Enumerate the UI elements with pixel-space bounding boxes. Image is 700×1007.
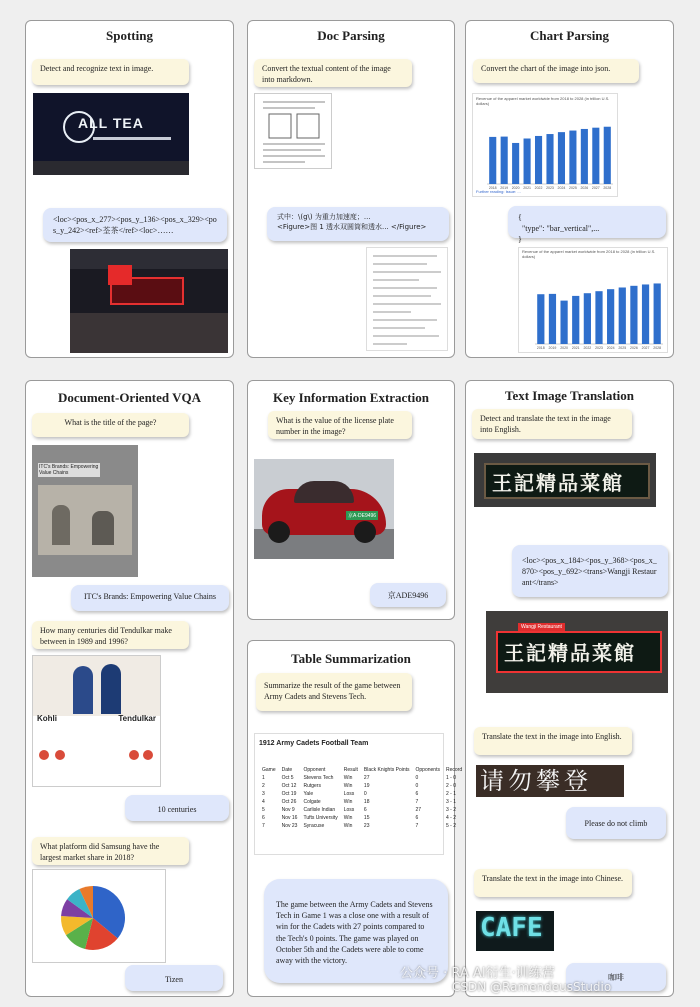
table-cell: 6: [415, 815, 419, 821]
document-lines-svg: [255, 94, 333, 170]
x-tick-label: 2027: [591, 186, 600, 190]
table-cell: Loss: [343, 791, 355, 797]
answer-bubble: 咖啡: [566, 963, 666, 991]
table-cell: Carlisle Indian: [303, 807, 336, 813]
table-cell: 5 - 2: [445, 823, 456, 829]
table-cell: 0: [415, 783, 419, 789]
bar-2027: [642, 284, 649, 344]
question-bubble: Convert the chart of the image into json.: [473, 59, 639, 83]
football-table: [259, 766, 465, 830]
license-plate: 京A·DE9496: [348, 513, 377, 519]
table-cell: Oct 19: [281, 791, 297, 797]
x-tick-label: 2028: [603, 186, 612, 190]
x-tick-label: 2023: [595, 346, 603, 350]
table-cell: Win: [343, 815, 353, 821]
table-cell: Win: [343, 783, 353, 789]
wangji-label: Wangji Restaurant: [518, 623, 565, 631]
bar-2025: [619, 287, 626, 344]
doc-vqa-panel: [25, 380, 234, 997]
answer-bubble: The game between the Army Cadets and Stevens Tech in Game 1 was a close one with a result of win for the Cadets with 27 points compared to the Tech's 0 points. The game was played on October 5th and the Cadets were able to come away with the victory.: [264, 879, 448, 983]
table-cell: 18: [363, 799, 370, 805]
x-tick-label: 2026: [630, 346, 638, 350]
answer-bubble: 10 centuries: [125, 795, 229, 821]
panel-title: Table Summarization: [291, 651, 411, 666]
table-cell: 6: [363, 807, 367, 813]
table-cell: 1: [262, 775, 265, 781]
tendulkar-label: Tendulkar: [118, 714, 156, 723]
bar-2026: [630, 286, 637, 344]
answer-bubble: <loc><pos_x_184><pos_y_368><pos_x_870><pos_y_692><trans>Wangji Restaurant</trans>: [512, 545, 668, 597]
bar-2019: [501, 137, 508, 184]
kie-panel: [247, 380, 455, 620]
table-cell: 6: [415, 791, 419, 797]
table-row: [259, 814, 465, 822]
bar-2028: [654, 283, 661, 344]
table-cell: 6: [262, 815, 265, 821]
cricket-infographic-image: [32, 655, 161, 787]
output-bar-chart: [519, 248, 669, 354]
x-tick-label: 2024: [606, 346, 615, 350]
table-cell: 2: [262, 783, 265, 789]
wangji-sign-text: 王記精品菜館: [492, 471, 624, 495]
table-cell: Tufts University: [303, 815, 338, 821]
doc-parsing-panel: [247, 20, 455, 358]
table-header-cell: Game: [262, 767, 276, 773]
no-climb-sign-image: [476, 765, 624, 797]
x-tick-label: 2028: [653, 346, 662, 350]
question-bubble: Detect and recognize text in image.: [32, 59, 189, 85]
x-tick-label: 2025: [618, 346, 627, 350]
tea-shop-detected-image: [70, 249, 228, 353]
table-cell: 19: [363, 783, 370, 789]
answer-bubble: Tizen: [125, 965, 223, 991]
question-bubble: How many centuries did Tendulkar make between in 1989 and 1996?: [32, 621, 189, 649]
x-tick-label: 2020: [560, 346, 568, 350]
chart-caption: Revenue of the apparel market worldwide from 2018 to 2028 (in trillion U.S. dollars): [476, 96, 610, 106]
input-bar-chart: [473, 94, 619, 198]
table-row: [259, 806, 465, 814]
table-cell: Nov 16: [281, 815, 298, 821]
bar-2021: [572, 296, 579, 344]
x-tick-label: 2019: [548, 346, 557, 350]
table-cell: Rutgers: [303, 783, 321, 789]
x-tick-label: 2021: [523, 186, 531, 190]
answer-bubble: { "type": "bar_vertical",... }: [508, 206, 666, 238]
football-table-image: [254, 733, 463, 855]
table-cell: 3: [262, 791, 265, 797]
watermark-line2: CSDN @RamendeusStudio: [452, 980, 612, 994]
table-cell: Stevens Tech: [303, 775, 334, 781]
table-cell: Loss: [343, 807, 355, 813]
wangji-sign-text: 王記精品菜館: [504, 641, 636, 665]
table-row: [259, 774, 465, 782]
x-tick-label: 2022: [583, 346, 592, 350]
table-cell: 27: [363, 775, 370, 781]
market-share-pie-image: [32, 869, 166, 963]
pie-chart: [33, 870, 167, 964]
question-bubble: Convert the textual content of the image into markdown.: [254, 59, 412, 87]
bar-2018: [537, 294, 544, 344]
table-header-cell: Result: [343, 767, 358, 773]
bar-2024: [558, 132, 565, 184]
panel-title: Spotting: [106, 28, 153, 43]
table-cell: Oct 12: [281, 783, 297, 789]
table-cell: 27: [415, 807, 422, 813]
table-title: 1912 Army Cadets Football Team: [259, 740, 369, 747]
sign-text: ALL TEA: [78, 115, 144, 131]
panel-title: Chart Parsing: [529, 28, 610, 43]
bar-2024: [607, 289, 614, 344]
table-cell: Oct 26: [281, 799, 297, 805]
panel-title: Doc Parsing: [317, 28, 385, 43]
x-tick-label: 2027: [641, 346, 650, 350]
bar-2027: [592, 128, 599, 184]
bar-2020: [512, 143, 519, 184]
question-bubble: Detect and translate the text in the image into English.: [472, 409, 632, 439]
table-header-row: [259, 766, 465, 774]
table-header-cell: Record: [445, 767, 463, 773]
table-cell: 1 - 0: [445, 775, 456, 781]
x-tick-label: 2019: [500, 186, 509, 190]
table-cell: 2 - 0: [445, 783, 456, 789]
question-bubble: Translate the text in the image into Chinese.: [474, 869, 632, 897]
bar-2025: [569, 131, 576, 184]
output-chart-image: [518, 247, 668, 353]
bar-2021: [524, 139, 531, 185]
bar-2019: [549, 294, 556, 344]
x-tick-label: 2026: [580, 186, 589, 190]
table-cell: 7: [262, 823, 265, 829]
bar-2028: [604, 127, 611, 184]
bar-2023: [546, 134, 553, 184]
table-cell: 3 - 2: [445, 807, 456, 813]
bar-2018: [489, 137, 496, 184]
table-header-cell: Opponents: [415, 767, 440, 773]
question-bubble: Translate the text in the image into English.: [474, 727, 632, 755]
bar-2022: [584, 293, 591, 344]
table-row: [259, 798, 465, 806]
wangji-sign-image: [474, 453, 656, 507]
wangji-translated-image: [486, 611, 668, 693]
x-tick-label: 2021: [571, 346, 580, 350]
question-bubble: Summarize the result of the game between Army Cadets and Stevens Tech.: [256, 673, 412, 711]
output-chart-caption: Revenue of the apparel market worldwide from 2018 to 2028 (in trillion U.S. dollars): [522, 249, 656, 259]
document-page-image: [254, 93, 332, 169]
no-climb-sign-text: 请勿攀登: [480, 767, 592, 795]
table-cell: 4 - 2: [445, 815, 456, 821]
red-car-image: [254, 459, 394, 559]
answer-bubble: Please do not climb: [566, 807, 666, 839]
table-cell: 7: [415, 823, 419, 829]
table-cell: Win: [343, 775, 353, 781]
table-cell: Nov 23: [281, 823, 298, 829]
chart-parsing-panel: [465, 20, 674, 358]
x-tick-label: 2020: [511, 186, 520, 190]
tea-shop-sign-image: [33, 93, 189, 175]
translation-panel: [465, 380, 674, 997]
markdown-lines-svg: [367, 248, 449, 352]
answer-bubble: ITC's Brands: Empowering Value Chains: [71, 585, 229, 611]
spotting-panel: [25, 20, 234, 358]
table-row: [259, 822, 465, 830]
table-cell: Colgate: [303, 799, 321, 805]
table-cell: 3 - 1: [445, 799, 456, 805]
table-cell: 7: [415, 799, 419, 805]
table-cell: 4: [262, 799, 265, 805]
table-cell: 0: [363, 791, 367, 797]
question-bubble: What platform did Samsung have the largest market share in 2018?: [32, 837, 189, 865]
watermark-line1: 公众号 · RA AI衍生·训练营: [400, 966, 555, 981]
table-cell: 2 - 1: [445, 791, 456, 797]
x-tick-label: 2023: [546, 186, 554, 190]
table-cell: 5: [262, 807, 265, 813]
bar-2020: [560, 301, 567, 344]
chart-footer: Further reading: Issue: ...: [476, 189, 521, 194]
itc-page-heading: ITC's Brands: Empowering Value Chains: [39, 464, 99, 476]
table-header-cell: Black Knights Points: [363, 767, 410, 773]
answer-bubble: 式中：\(g\) 为重力加速度；... <Figure>图 1 透水双圆筒和透水... </Figure>: [267, 207, 449, 241]
panel-title: Document-Oriented VQA: [57, 390, 202, 405]
itc-page-image: [32, 445, 138, 577]
table-row: [259, 790, 465, 798]
x-tick-label: 2025: [569, 186, 577, 190]
x-tick-label: 2018: [536, 346, 545, 350]
kohli-label: Kohli: [37, 714, 57, 723]
panel-title: Text Image Translation: [504, 388, 635, 403]
markdown-output-image: [366, 247, 448, 351]
answer-bubble: 京ADE9496: [370, 583, 446, 607]
table-cell: 0: [415, 775, 419, 781]
bar-2023: [595, 291, 602, 344]
cafe-sign-text: CAFE: [480, 913, 543, 943]
table-cell: Win: [343, 823, 353, 829]
table-summarization-panel: [247, 640, 463, 997]
question-bubble: What is the title of the page?: [32, 413, 189, 437]
x-tick-label: 2024: [557, 186, 566, 190]
table-row: [259, 782, 465, 790]
table-header-cell: Opponent: [303, 767, 326, 773]
panel-title: Key Information Extraction: [273, 390, 429, 405]
table-cell: Nov 9: [281, 807, 295, 813]
input-chart-image: [472, 93, 618, 197]
question-bubble: What is the value of the license plate number in the image?: [268, 411, 412, 439]
table-cell: 23: [363, 823, 370, 829]
x-tick-label: 2022: [534, 186, 543, 190]
table-cell: Oct 5: [281, 775, 294, 781]
bar-2026: [581, 129, 588, 184]
table-cell: Yale: [303, 791, 314, 797]
answer-bubble: <loc><pos_x_277><pos_y_136><pos_x_329><pos_y_242><ref>荃茶</ref><loc>……: [43, 208, 227, 242]
table-cell: 15: [363, 815, 370, 821]
table-header-cell: Date: [281, 767, 293, 773]
table-cell: Win: [343, 799, 353, 805]
x-tick-label: 2018: [488, 186, 497, 190]
bar-2022: [535, 136, 542, 184]
cafe-neon-image: [476, 911, 554, 951]
table-cell: Syracuse: [303, 823, 325, 829]
